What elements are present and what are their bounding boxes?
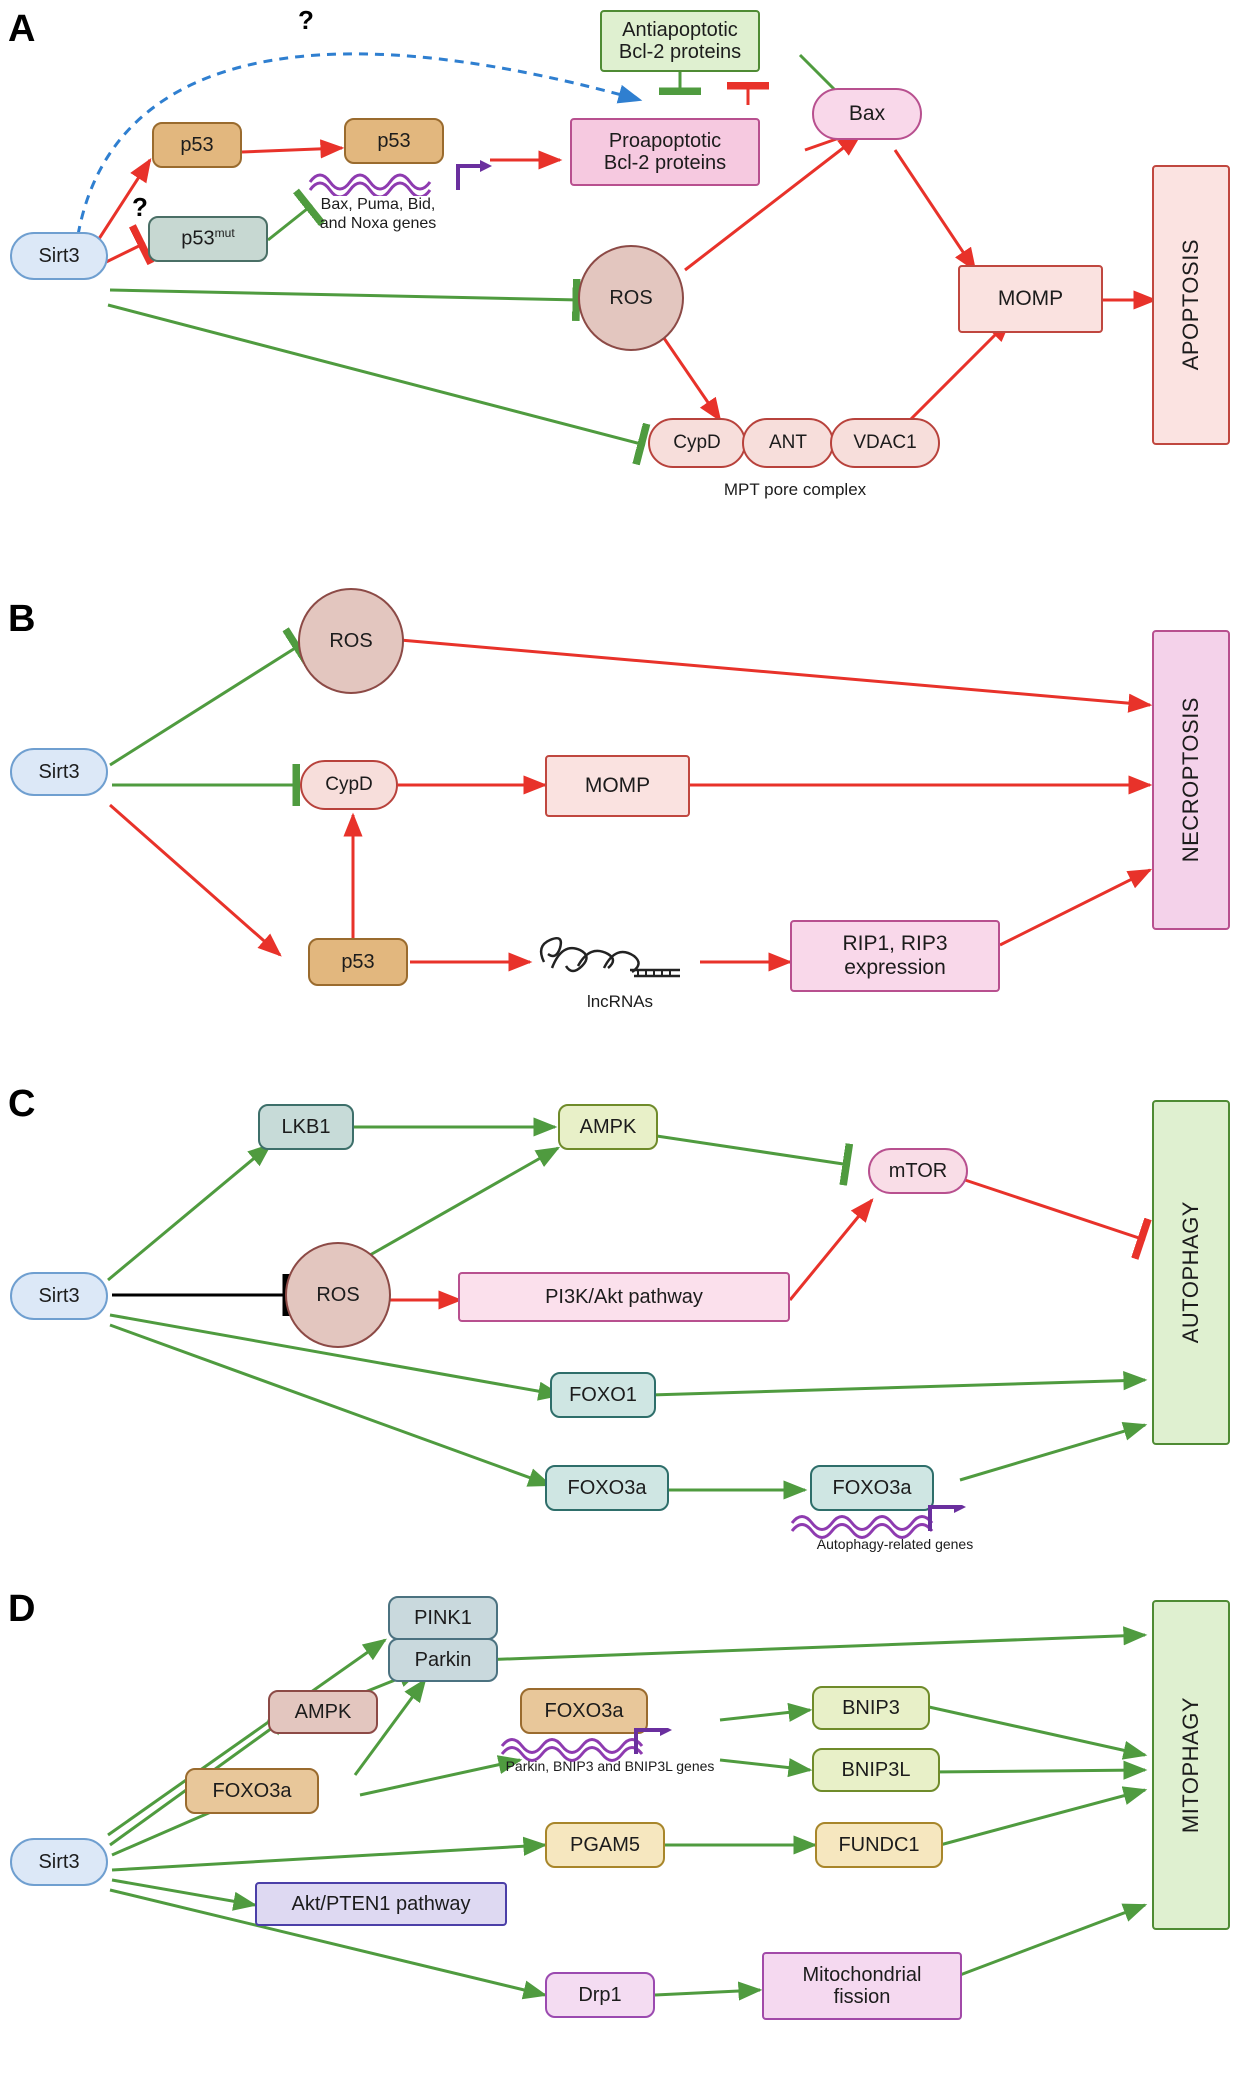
node-fission-label: Mitochondrial fission [802, 1963, 922, 2008]
dna-gene-glyph-c [790, 1505, 1000, 1539]
question-mark-1: ? [298, 5, 314, 35]
node-cypd-a[interactable]: CypD [648, 418, 746, 468]
node-mitophagy-label: MITOPHAGY [1177, 1696, 1203, 1834]
node-apoptosis-label: APOPTOSIS [1177, 239, 1203, 371]
node-ros-a[interactable]: ROS [578, 245, 684, 351]
node-lkb1[interactable]: LKB1 [258, 1104, 354, 1150]
node-apoptosis [1152, 165, 1230, 445]
node-foxo1[interactable]: FOXO1 [550, 1372, 656, 1418]
node-rip-label: RIP1, RIP3 expression [842, 932, 948, 979]
node-bnip3[interactable]: BNIP3 [812, 1686, 930, 1730]
node-bax[interactable]: Bax [812, 88, 922, 140]
node-p53-gene-a[interactable]: p53 [344, 118, 444, 164]
node-ant[interactable]: ANT [742, 418, 834, 468]
node-pink1[interactable]: PINK1 [388, 1596, 498, 1640]
node-ampk-c[interactable]: AMPK [558, 1104, 658, 1150]
node-autophagy [1152, 1100, 1230, 1445]
panel-letter-b: B [8, 598, 36, 640]
node-pi3k-akt-pathway[interactable]: PI3K/Akt pathway [458, 1272, 790, 1322]
node-foxo3a-d[interactable]: FOXO3a [185, 1768, 319, 1814]
dna-gene-glyph-a [308, 160, 498, 196]
question-mark-2: ? [132, 192, 148, 222]
panel-letter-c: C [8, 1083, 36, 1125]
node-foxo3a-c[interactable]: FOXO3a [545, 1465, 669, 1511]
node-sirt3-a[interactable]: Sirt3 [10, 232, 108, 280]
node-mitochondrial-fission [762, 1952, 962, 2020]
panel-letter-d: D [8, 1588, 36, 1630]
node-sirt3-c[interactable]: Sirt3 [10, 1272, 108, 1320]
caption-autophagy-related-genes: Autophagy-related genes [816, 1536, 974, 1552]
node-ampk-d[interactable]: AMPK [268, 1690, 378, 1734]
node-p53mut-label: $p53^{mut}$ [181, 226, 235, 251]
node-necroptosis-label: NECROPTOSIS [1177, 697, 1203, 863]
node-p53-b[interactable]: p53 [308, 938, 408, 986]
lncrna-glyph [530, 912, 710, 990]
node-vdac1[interactable]: VDAC1 [830, 418, 940, 468]
node-necroptosis [1152, 630, 1230, 930]
node-proapoptotic-bcl2 [570, 118, 760, 186]
node-bnip3l[interactable]: BNIP3L [812, 1748, 940, 1792]
node-p53mut[interactable] [148, 216, 268, 262]
node-sirt3-b[interactable]: Sirt3 [10, 748, 108, 796]
node-drp1[interactable]: Drp1 [545, 1972, 655, 2018]
caption-lncrnas: lncRNAs [586, 992, 654, 1011]
node-ros-c[interactable]: ROS [285, 1242, 391, 1348]
node-ros-b[interactable]: ROS [298, 588, 404, 694]
node-parkin[interactable]: Parkin [388, 1638, 498, 1682]
node-pgam5[interactable]: PGAM5 [545, 1822, 665, 1868]
node-akt-pten1-pathway[interactable]: Akt/PTEN1 pathway [255, 1882, 507, 1926]
node-foxo3a-gene-c[interactable]: FOXO3a [810, 1465, 934, 1511]
node-fundc1[interactable]: FUNDC1 [815, 1822, 943, 1868]
node-cypd-b[interactable]: CypD [300, 760, 398, 810]
dna-gene-glyph-d [500, 1728, 710, 1762]
node-mitophagy [1152, 1600, 1230, 1930]
node-foxo3a-gene-d[interactable]: FOXO3a [520, 1688, 648, 1734]
caption-bax-puma-genes: Bax, Puma, Bid, and Noxa genes [319, 196, 437, 233]
node-proapoptotic-label: Proapoptotic Bcl-2 proteins [603, 129, 727, 174]
node-antiapoptotic-bcl2 [600, 10, 760, 72]
node-momp-a[interactable]: MOMP [958, 265, 1103, 333]
node-rip-expression [790, 920, 1000, 992]
node-antiapoptotic-label: Antiapoptotic Bcl-2 proteins [618, 18, 742, 63]
node-autophagy-label: AUTOPHAGY [1177, 1201, 1203, 1344]
caption-parkin-bnip3-genes: Parkin, BNIP3 and BNIP3L genes [505, 1758, 715, 1774]
panel-letter-a: A [8, 8, 36, 50]
node-momp-b[interactable]: MOMP [545, 755, 690, 817]
node-sirt3-d[interactable]: Sirt3 [10, 1838, 108, 1886]
node-p53-a[interactable]: p53 [152, 122, 242, 168]
node-mtor[interactable]: mTOR [868, 1148, 968, 1194]
caption-mpt-pore-complex: MPT pore complex [723, 480, 867, 499]
